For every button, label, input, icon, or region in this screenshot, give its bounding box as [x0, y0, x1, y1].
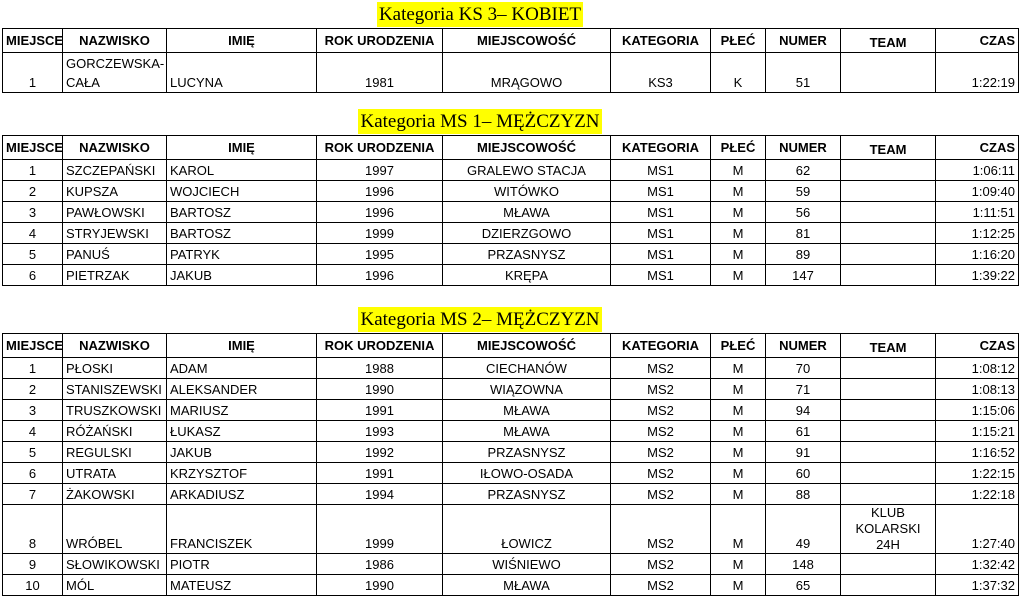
section-ms2	[2, 307, 1015, 596]
time-cell: 1:37:32	[936, 575, 1019, 596]
sex-cell: M	[711, 181, 766, 202]
team-cell	[841, 463, 936, 484]
place-cell: 1	[3, 160, 63, 181]
number-cell: 71	[766, 379, 841, 400]
year-cell: 1996	[317, 202, 443, 223]
place-cell: 5	[3, 442, 63, 463]
town-cell: ŁOWICZ	[443, 505, 611, 554]
col-header: PŁEĆ	[711, 136, 766, 160]
time-cell: 1:16:20	[936, 244, 1019, 265]
team-cell	[841, 244, 936, 265]
place-cell: 3	[3, 202, 63, 223]
year-cell: 1993	[317, 421, 443, 442]
time-cell: 1:11:51	[936, 202, 1019, 223]
time-cell: 1:12:25	[936, 223, 1019, 244]
col-header: NAZWISKO	[63, 136, 167, 160]
col-header: NUMER	[766, 334, 841, 358]
header-row	[3, 29, 1019, 53]
team-cell	[841, 223, 936, 244]
number-cell: 60	[766, 463, 841, 484]
name-cell: PATRYK	[167, 244, 317, 265]
surname-cell: PŁOSKI	[63, 358, 167, 379]
category-cell: MS2	[611, 554, 711, 575]
place-cell: 7	[3, 484, 63, 505]
category-cell: MS1	[611, 160, 711, 181]
col-header: TEAM	[841, 29, 936, 53]
table-row	[3, 463, 1019, 484]
year-cell: 1986	[317, 554, 443, 575]
col-header: KATEGORIA	[611, 136, 711, 160]
category-cell: MS1	[611, 244, 711, 265]
sex-cell: M	[711, 484, 766, 505]
town-cell: PRZASNYSZ	[443, 442, 611, 463]
surname-cell: MÓL	[63, 575, 167, 596]
number-cell: 88	[766, 484, 841, 505]
surname-cell: PAWŁOWSKI	[63, 202, 167, 223]
team-cell	[841, 358, 936, 379]
time-cell: 1:06:11	[936, 160, 1019, 181]
category-cell: MS1	[611, 202, 711, 223]
section-title: Kategoria MS 2– MĘŻCZYZN	[360, 309, 600, 330]
col-header: CZAS	[936, 334, 1019, 358]
name-cell: WOJCIECH	[167, 181, 317, 202]
sex-cell: M	[711, 575, 766, 596]
team-cell	[841, 181, 936, 202]
team-cell	[841, 202, 936, 223]
team-cell	[841, 484, 936, 505]
number-cell: 89	[766, 244, 841, 265]
place-cell: 2	[3, 181, 63, 202]
year-cell: 1996	[317, 181, 443, 202]
name-cell: PIOTR	[167, 554, 317, 575]
surname-cell: KUPSZA	[63, 181, 167, 202]
sex-cell: M	[711, 202, 766, 223]
town-cell: PRZASNYSZ	[443, 484, 611, 505]
name-cell: ARKADIUSZ	[167, 484, 317, 505]
number-cell: 51	[766, 53, 841, 93]
surname-cell: STRYJEWSKI	[63, 223, 167, 244]
table-row	[3, 265, 1019, 286]
number-cell: 49	[766, 505, 841, 554]
time-cell: 1:15:21	[936, 421, 1019, 442]
table-row	[3, 505, 1019, 554]
table-row	[3, 181, 1019, 202]
year-cell: 1996	[317, 265, 443, 286]
category-cell: KS3	[611, 53, 711, 93]
category-cell: MS2	[611, 575, 711, 596]
time-cell: 1:15:06	[936, 400, 1019, 421]
town-cell: WITÓWKO	[443, 181, 611, 202]
surname-cell: RÓŻAŃSKI	[63, 421, 167, 442]
category-cell: MS1	[611, 181, 711, 202]
name-cell: KRZYSZTOF	[167, 463, 317, 484]
section-ks3	[2, 2, 1015, 93]
col-header: MIEJSCE	[3, 29, 63, 53]
sex-cell: M	[711, 421, 766, 442]
team-cell	[841, 554, 936, 575]
team-cell	[841, 400, 936, 421]
number-cell: 56	[766, 202, 841, 223]
surname-cell: PIETRZAK	[63, 265, 167, 286]
name-cell: JAKUB	[167, 442, 317, 463]
name-cell: MARIUSZ	[167, 400, 317, 421]
table-row	[3, 484, 1019, 505]
sex-cell: K	[711, 53, 766, 93]
category-cell: MS2	[611, 358, 711, 379]
year-cell: 1990	[317, 575, 443, 596]
year-cell: 1999	[317, 505, 443, 554]
col-header: ROK URODZENIA	[317, 29, 443, 53]
category-cell: MS2	[611, 421, 711, 442]
table-row	[3, 202, 1019, 223]
surname-cell: GORCZEWSKA-CAŁA	[63, 53, 167, 93]
team-cell	[841, 160, 936, 181]
col-header: MIEJSCOWOŚĆ	[443, 29, 611, 53]
team-cell	[841, 421, 936, 442]
place-cell: 4	[3, 223, 63, 244]
time-cell: 1:27:40	[936, 505, 1019, 554]
results-table	[2, 333, 1019, 596]
team-cell: KLUB KOLARSKI 24H	[841, 505, 936, 554]
town-cell: IŁOWO-OSADA	[443, 463, 611, 484]
sex-cell: M	[711, 554, 766, 575]
time-cell: 1:22:15	[936, 463, 1019, 484]
sex-cell: M	[711, 358, 766, 379]
place-cell: 10	[3, 575, 63, 596]
town-cell: MRĄGOWO	[443, 53, 611, 93]
name-cell: ADAM	[167, 358, 317, 379]
results-body	[3, 160, 1019, 286]
name-cell: KAROL	[167, 160, 317, 181]
surname-cell: WRÓBEL	[63, 505, 167, 554]
sex-cell: M	[711, 223, 766, 244]
sex-cell: M	[711, 400, 766, 421]
col-header: KATEGORIA	[611, 29, 711, 53]
time-cell: 1:16:52	[936, 442, 1019, 463]
surname-cell: SŁOWIKOWSKI	[63, 554, 167, 575]
place-cell: 6	[3, 463, 63, 484]
name-cell: FRANCISZEK	[167, 505, 317, 554]
table-row	[3, 421, 1019, 442]
time-cell: 1:09:40	[936, 181, 1019, 202]
year-cell: 1999	[317, 223, 443, 244]
sex-cell: M	[711, 379, 766, 400]
header-row	[3, 334, 1019, 358]
team-cell	[841, 575, 936, 596]
col-header: TEAM	[841, 136, 936, 160]
col-header: IMIĘ	[167, 136, 317, 160]
year-cell: 1990	[317, 379, 443, 400]
town-cell: KRĘPA	[443, 265, 611, 286]
number-cell: 94	[766, 400, 841, 421]
time-cell: 1:32:42	[936, 554, 1019, 575]
section-title: Kategoria KS 3– KOBIET	[378, 4, 582, 25]
name-cell: MATEUSZ	[167, 575, 317, 596]
col-header: CZAS	[936, 136, 1019, 160]
surname-cell: TRUSZKOWSKI	[63, 400, 167, 421]
number-cell: 91	[766, 442, 841, 463]
name-cell: BARTOSZ	[167, 223, 317, 244]
town-cell: CIECHANÓW	[443, 358, 611, 379]
table-row	[3, 223, 1019, 244]
table-row	[3, 575, 1019, 596]
category-cell: MS2	[611, 505, 711, 554]
name-cell: JAKUB	[167, 265, 317, 286]
name-cell: LUCYNA	[167, 53, 317, 93]
number-cell: 61	[766, 421, 841, 442]
results-body	[3, 358, 1019, 596]
section-title: Kategoria MS 1– MĘŻCZYZN	[360, 111, 600, 132]
place-cell: 8	[3, 505, 63, 554]
year-cell: 1997	[317, 160, 443, 181]
col-header: MIEJSCOWOŚĆ	[443, 334, 611, 358]
time-cell: 1:08:13	[936, 379, 1019, 400]
place-cell: 5	[3, 244, 63, 265]
year-cell: 1991	[317, 463, 443, 484]
number-cell: 62	[766, 160, 841, 181]
col-header: ROK URODZENIA	[317, 334, 443, 358]
town-cell: MŁAWA	[443, 202, 611, 223]
place-cell: 9	[3, 554, 63, 575]
col-header: NUMER	[766, 29, 841, 53]
sex-cell: M	[711, 265, 766, 286]
table-row	[3, 442, 1019, 463]
sex-cell: M	[711, 160, 766, 181]
col-header: NAZWISKO	[63, 29, 167, 53]
number-cell: 59	[766, 181, 841, 202]
col-header: IMIĘ	[167, 334, 317, 358]
name-cell: BARTOSZ	[167, 202, 317, 223]
results-table	[2, 28, 1019, 93]
number-cell: 147	[766, 265, 841, 286]
town-cell: PRZASNYSZ	[443, 244, 611, 265]
sex-cell: M	[711, 442, 766, 463]
town-cell: WIŚNIEWO	[443, 554, 611, 575]
place-cell: 1	[3, 53, 63, 93]
surname-cell: ŻAKOWSKI	[63, 484, 167, 505]
category-cell: MS2	[611, 400, 711, 421]
category-cell: MS2	[611, 442, 711, 463]
section-ms1	[2, 109, 1015, 286]
time-cell: 1:22:19	[936, 53, 1019, 93]
surname-cell: PANUŚ	[63, 244, 167, 265]
town-cell: GRALEWO STACJA	[443, 160, 611, 181]
col-header: KATEGORIA	[611, 334, 711, 358]
table-row	[3, 400, 1019, 421]
surname-cell: SZCZEPAŃSKI	[63, 160, 167, 181]
team-cell	[841, 379, 936, 400]
team-cell	[841, 265, 936, 286]
col-header: MIEJSCOWOŚĆ	[443, 136, 611, 160]
table-row	[3, 244, 1019, 265]
place-cell: 3	[3, 400, 63, 421]
sex-cell: M	[711, 505, 766, 554]
sex-cell: M	[711, 463, 766, 484]
table-row	[3, 160, 1019, 181]
sex-cell: M	[711, 244, 766, 265]
table-row	[3, 53, 1019, 93]
place-cell: 4	[3, 421, 63, 442]
name-cell: ALEKSANDER	[167, 379, 317, 400]
number-cell: 148	[766, 554, 841, 575]
col-header: PŁEĆ	[711, 334, 766, 358]
town-cell: MŁAWA	[443, 575, 611, 596]
surname-cell: STANISZEWSKI	[63, 379, 167, 400]
category-cell: MS1	[611, 223, 711, 244]
number-cell: 65	[766, 575, 841, 596]
col-header: CZAS	[936, 29, 1019, 53]
col-header: IMIĘ	[167, 29, 317, 53]
place-cell: 2	[3, 379, 63, 400]
year-cell: 1991	[317, 400, 443, 421]
surname-cell: UTRATA	[63, 463, 167, 484]
table-row	[3, 554, 1019, 575]
number-cell: 70	[766, 358, 841, 379]
name-cell: ŁUKASZ	[167, 421, 317, 442]
col-header: NAZWISKO	[63, 334, 167, 358]
town-cell: DZIERZGOWO	[443, 223, 611, 244]
category-cell: MS1	[611, 265, 711, 286]
place-cell: 6	[3, 265, 63, 286]
table-row	[3, 379, 1019, 400]
year-cell: 1994	[317, 484, 443, 505]
place-cell: 1	[3, 358, 63, 379]
category-cell: MS2	[611, 379, 711, 400]
town-cell: WIĄZOWNA	[443, 379, 611, 400]
col-header: MIEJSCE	[3, 136, 63, 160]
team-cell	[841, 442, 936, 463]
col-header: PŁEĆ	[711, 29, 766, 53]
category-cell: MS2	[611, 463, 711, 484]
number-cell: 81	[766, 223, 841, 244]
col-header: NUMER	[766, 136, 841, 160]
time-cell: 1:08:12	[936, 358, 1019, 379]
town-cell: MŁAWA	[443, 400, 611, 421]
surname-cell: REGULSKI	[63, 442, 167, 463]
year-cell: 1992	[317, 442, 443, 463]
year-cell: 1995	[317, 244, 443, 265]
year-cell: 1981	[317, 53, 443, 93]
table-row	[3, 358, 1019, 379]
time-cell: 1:22:18	[936, 484, 1019, 505]
results-table	[2, 135, 1019, 286]
time-cell: 1:39:22	[936, 265, 1019, 286]
col-header: ROK URODZENIA	[317, 136, 443, 160]
year-cell: 1988	[317, 358, 443, 379]
town-cell: MŁAWA	[443, 421, 611, 442]
category-cell: MS2	[611, 484, 711, 505]
col-header: MIEJSCE	[3, 334, 63, 358]
header-row	[3, 136, 1019, 160]
col-header: TEAM	[841, 334, 936, 358]
team-cell	[841, 53, 936, 93]
